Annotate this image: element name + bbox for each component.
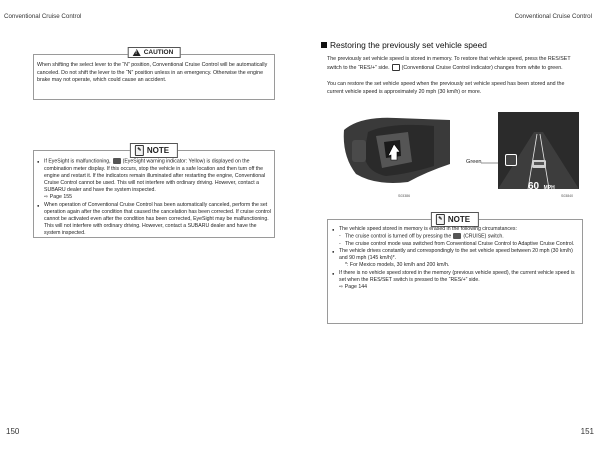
- page-reference: ⇨ Page 144: [339, 284, 367, 290]
- cruise-indicator-icon: [392, 64, 400, 71]
- page-reference: ⇨ Page 155: [44, 194, 72, 201]
- list-item: ● If there is no vehicle speed stored in the memory (previous vehicle speed), the current vehicle speed is set when the RES/SET switch is pressed to the “RES/+” side.: [332, 270, 579, 284]
- list-item: ● When operation of Conventional Cruise Control has been automatically canceled, perform the set operation again after the condition that caused the cancelation has been corrected. If cruise control cannot be activated even after the condition has been corrected, EyeSight may be malfunctioning. This will not interfere with ordinary driving. However, contact a SUBARU dealer and have the system inspected.: [37, 202, 271, 238]
- list-item: ● The vehicle speed stored in memory is erased in the following circumstances:: [332, 226, 579, 233]
- caution-title: [128, 47, 181, 58]
- cruise-indicator-icon: [505, 154, 517, 166]
- right-note-list: [332, 226, 579, 291]
- left-page-number: 150: [6, 427, 20, 436]
- steering-switch-illustration: [338, 112, 458, 190]
- section-title: Restoring the previously set vehicle speed: [330, 40, 487, 50]
- list-item: - The cruise control is turned off by pressing the (CRUISE) switch.: [332, 233, 579, 241]
- section-square-icon: [321, 42, 327, 48]
- note-icon: ✎: [135, 145, 144, 156]
- figure-code-right: S03840: [561, 194, 574, 198]
- left-note-label: NOTE: [146, 146, 170, 155]
- caution-box: [33, 49, 275, 100]
- list-item: - The cruise control mode was switched from Conventional Cruise Control to Adaptive Cruise Control.: [332, 241, 579, 248]
- left-running-header: Conventional Cruise Control: [4, 13, 82, 20]
- set-speed-unit: MPH: [543, 185, 555, 191]
- footnote: *: For Mexico models, 30 km/h and 200 km/h.: [345, 262, 450, 269]
- right-page-number: 151: [580, 427, 594, 436]
- right-running-header: Conventional Cruise Control: [514, 13, 592, 20]
- note-icon: ✎: [436, 214, 445, 225]
- set-speed-value: 60: [528, 181, 540, 192]
- right-note-label: NOTE: [447, 215, 471, 224]
- right-note-title: [431, 212, 479, 227]
- list-item: ● If EyeSight is malfunctioning, (EyeSight warning indicator: Yellow) is displayed on the combination meter display. If this occurs, stop the vehicle in a safe location and then turn off the engine and restart it. If the indicators remain illuminated after restarting the engine, Conventional Cruise Control cannot be used. This will not interfere with ordinary driving. However, contact a SUBARU dealer and have the system inspected.: [37, 158, 271, 194]
- figure-code-left: S03386: [398, 194, 411, 198]
- callout-label: Green: [466, 159, 482, 165]
- left-note-box: [33, 146, 275, 238]
- caution-text: When shifting the select lever to the “N” position, Conventional Cruise Control will be automatically canceled. Do not shift the lever to the “N” position unless in an emergency. Otherwise the engine brake may not operate, which could cause an accident.: [37, 62, 268, 84]
- set-speed-readout: [528, 176, 555, 194]
- cruise-switch-icon: [453, 233, 461, 239]
- left-note-list: [37, 158, 271, 238]
- caution-label: CAUTION: [143, 49, 174, 56]
- paragraph-1: The previously set vehicle speed is stored in memory. To restore that vehicle speed, press the RES/SET switch to the “RES/+” side. (Conventional Cruise Control indicator) changes from white to green.: [327, 56, 571, 71]
- right-note-box: [327, 215, 583, 324]
- eyesight-warning-icon: [113, 158, 121, 164]
- list-item: ● The vehicle drives constantly and correspondingly to the set vehicle speed between 20 mph (30 km/h) and 90 mph (145 km/h)*.: [332, 248, 579, 262]
- left-note-title: [130, 143, 178, 158]
- section-heading: [321, 40, 487, 50]
- paragraph-2: You can restore the set vehicle speed when the previously set vehicle speed has been stored and the current vehicle speed is approximately 20 mph (30 km/h) or more.: [327, 81, 565, 95]
- warning-triangle-icon: [133, 49, 141, 56]
